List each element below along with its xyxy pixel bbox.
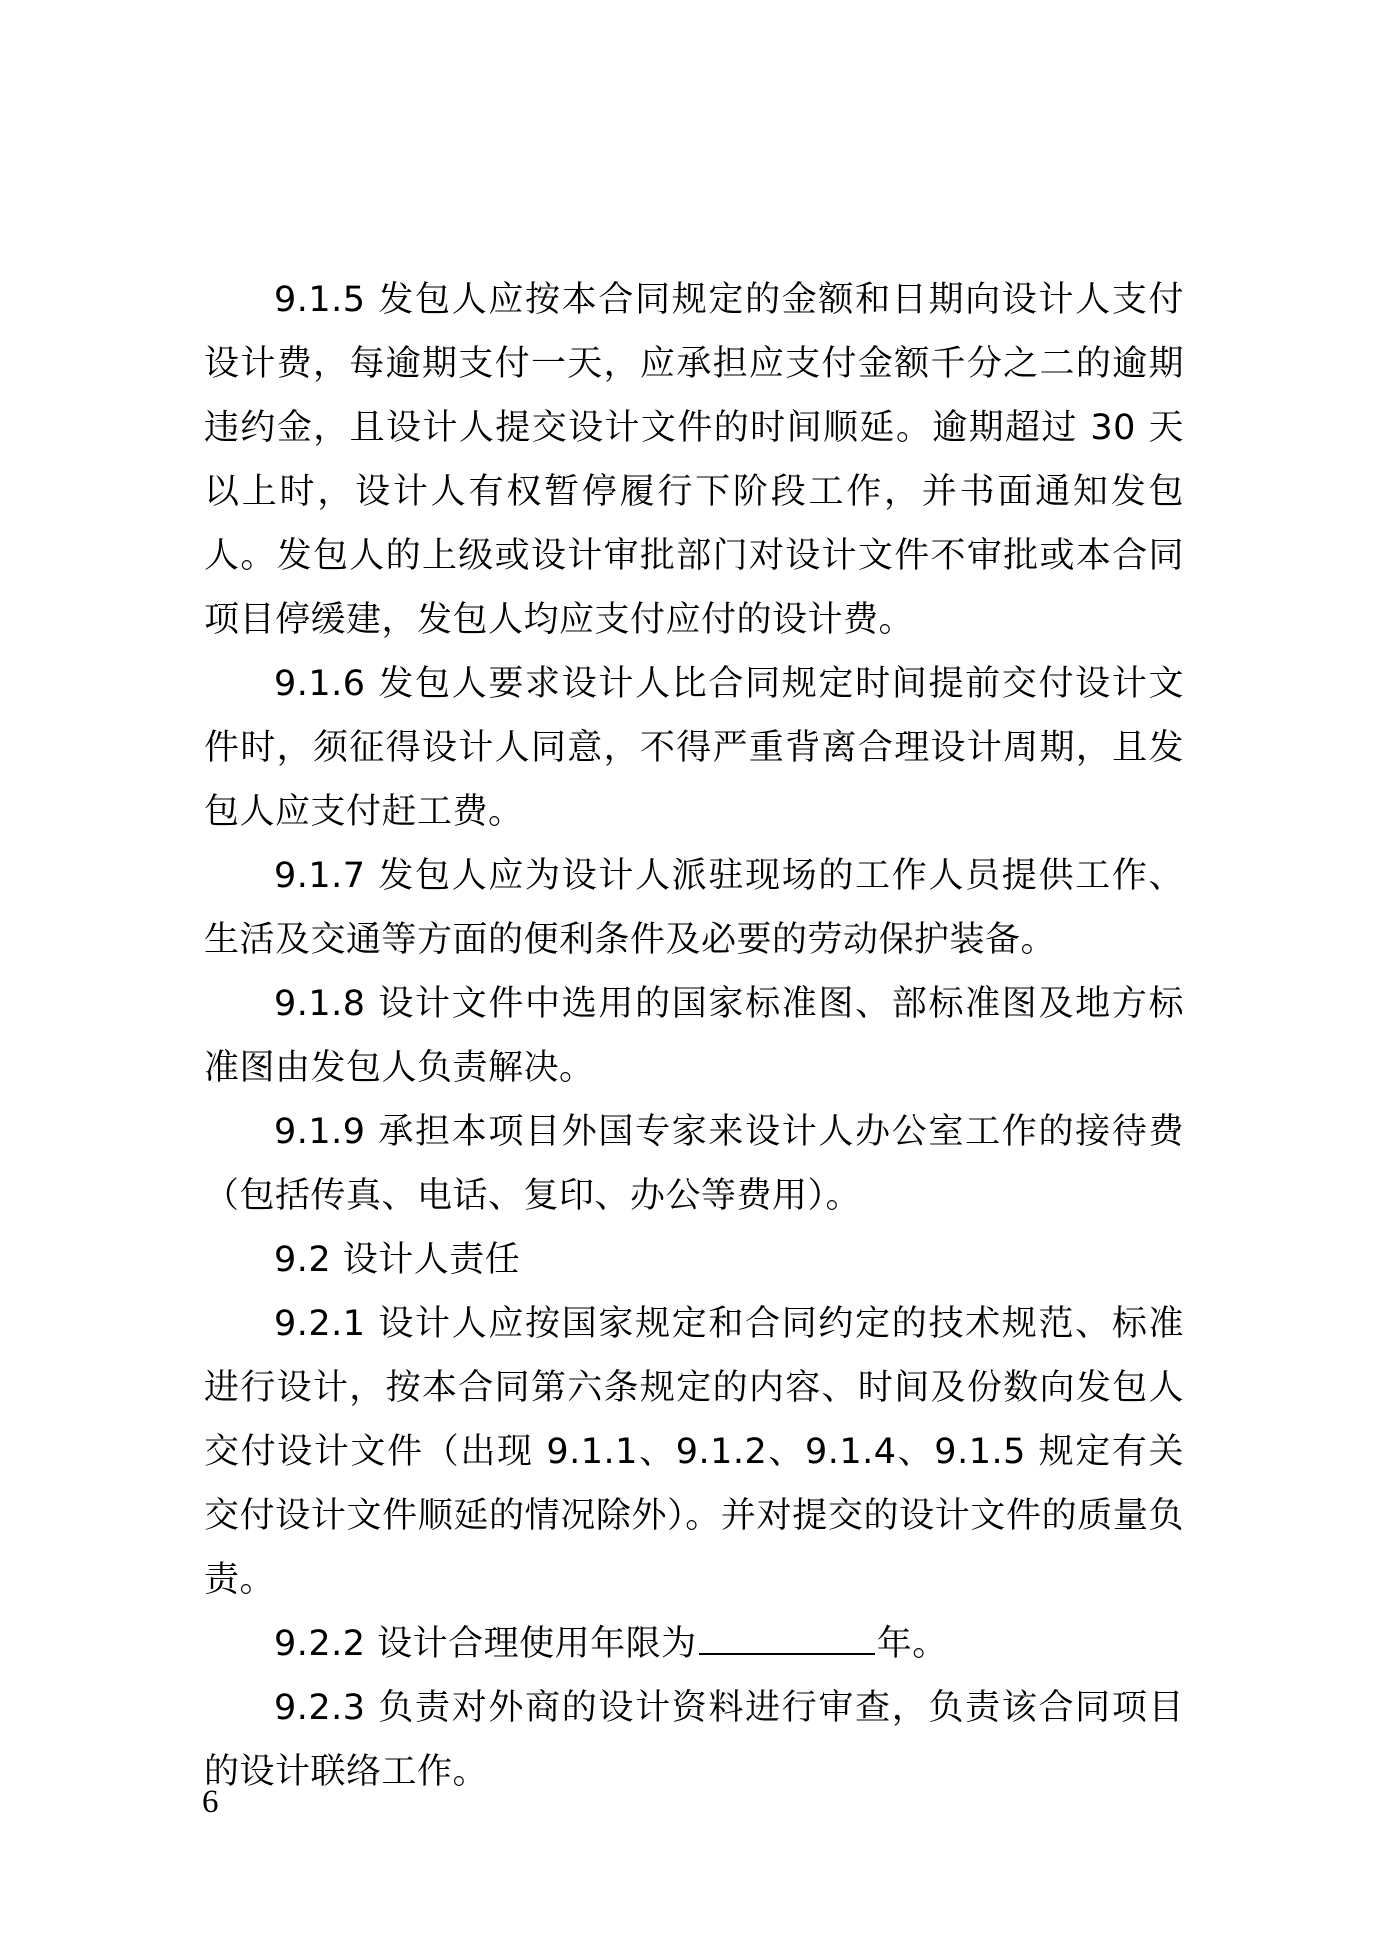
- document-body: [204, 268, 1184, 1804]
- clause-9-1-7: 9.1.7 发包人应为设计人派驻现场的工作人员提供工作、生活及交通等方面的便利条件及必要的劳动保护装备。: [204, 856, 1184, 960]
- clause-9-2-2-prefix: 9.2.2 设计合理使用年限为: [274, 1624, 697, 1664]
- clause-9-2-1: 9.2.1 设计人应按国家规定和合同约定的技术规范、标准进行设计，按本合同第六条规定的内容、时间及份数向发包人交付设计文件（出现 9.1.1、9.1.2、9.1.4、9.1.5 规定有关交付设计文件顺延的情况除外）。并对提交的设计文件的质量负责。: [204, 1304, 1184, 1600]
- section-heading-9-2: 9.2 设计人责任: [274, 1240, 521, 1280]
- clause-9-2-2-suffix: 年。: [876, 1624, 948, 1664]
- service-life-blank-field[interactable]: [699, 1613, 875, 1655]
- clause-9-1-8: 9.1.8 设计文件中选用的国家标准图、部标准图及地方标准图由发包人负责解决。: [204, 984, 1184, 1088]
- clause-9-1-5: 9.1.5 发包人应按本合同规定的金额和日期向设计人支付设计费，每逾期支付一天，应承担应支付金额千分之二的逾期违约金，且设计人提交设计文件的时间顺延。逾期超过 30 天以上时，设计人有权暂停履行下阶段工作，并书面通知发包人。发包人的上级或设计审批部门对设计文件不审批或本合同项目停缓建，发包人均应支付应付的设计费。: [204, 280, 1184, 640]
- page-number: 6: [202, 1784, 219, 1820]
- clause-9-1-9: 9.1.9 承担本项目外国专家来设计人办公室工作的接待费（包括传真、电话、复印、办公等费用）。: [204, 1112, 1184, 1216]
- clause-9-1-6: 9.1.6 发包人要求设计人比合同规定时间提前交付设计文件时，须征得设计人同意，不得严重背离合理设计周期，且发包人应支付赶工费。: [204, 664, 1184, 832]
- clause-9-2-3: 9.2.3 负责对外商的设计资料进行审查，负责该合同项目的设计联络工作。: [204, 1688, 1184, 1792]
- clause-9-2-2: [204, 1612, 1184, 1676]
